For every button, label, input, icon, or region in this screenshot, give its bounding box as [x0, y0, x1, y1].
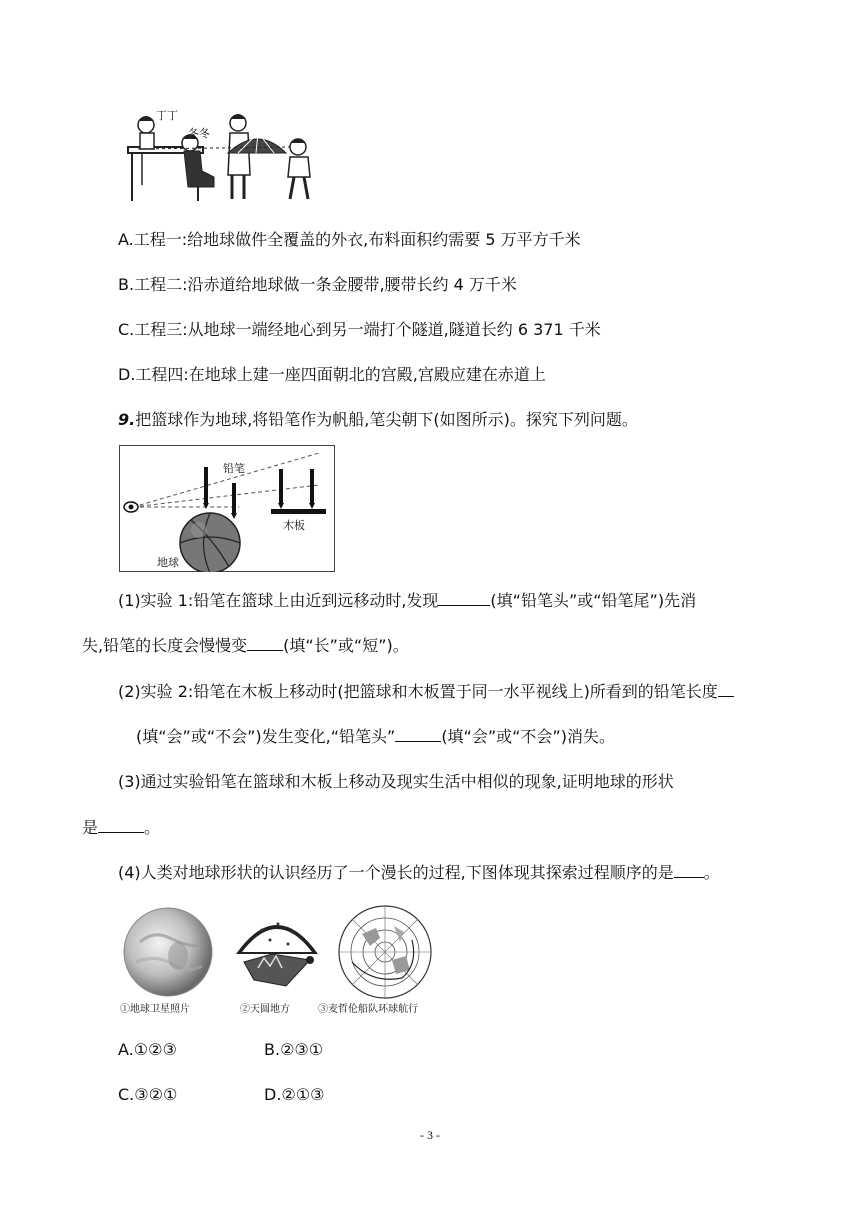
q9-part4-blank[interactable]	[674, 861, 704, 878]
q9-option-d: D.②①③	[264, 1085, 325, 1104]
q9-part1-text-c: 失,铅笔的长度会慢慢变	[82, 636, 248, 655]
q9-part1-text-d: (填“长”或“短”)。	[283, 636, 409, 655]
q9-part2-text-a: (2)实验 2:铅笔在木板上移动时(把篮球和木板置于同一水平视线上)所看到的铅笔长度	[118, 682, 718, 701]
q9-part1-text-b: (填“铅笔头”或“铅笔尾”)先消	[490, 591, 697, 610]
tianyuan-difang-image	[232, 908, 322, 996]
q9-part3-text-c: 。	[144, 818, 161, 837]
q9-option-a: A.①②③	[118, 1040, 177, 1059]
q9-part1-blank2[interactable]	[247, 634, 283, 651]
kids-illustration	[118, 105, 328, 205]
q9-part2-text-c: (填“会”或“不会”)消失。	[441, 727, 615, 746]
q9-part3-text-b: 是	[82, 818, 99, 837]
q9-part1-blank1[interactable]	[438, 589, 490, 606]
board-label: 木板	[283, 519, 305, 532]
q9-part2-text-b: (填“会”或“不会”)发生变化,“铅笔头”	[136, 727, 396, 746]
q9-part4-text-b: 。	[703, 863, 720, 882]
q9-part1-line1	[118, 589, 696, 612]
q8-option-c: C.工程三:从地球一端经地心到另一端打个隧道,隧道长约 6 371 千米	[118, 320, 601, 339]
caption-tianyuan: ②天圆地方	[240, 1004, 290, 1015]
page-number: - 3 -	[420, 1128, 440, 1142]
basketball-pencil-figure	[119, 445, 335, 572]
q9-part3-line2	[82, 816, 160, 839]
q9-part3-blank[interactable]	[98, 816, 144, 833]
caption-satellite: ①地球卫星照片	[120, 1004, 190, 1015]
q9-option-c: C.③②①	[118, 1085, 178, 1104]
q9-part1-line2	[82, 634, 409, 657]
q9-option-b: B.②③①	[264, 1040, 324, 1059]
label-dongdong: 冬冬	[188, 127, 210, 140]
label-dingding: 丁丁	[156, 109, 178, 122]
q9-part2-blank2[interactable]	[395, 725, 441, 742]
q8-option-a: A.工程一:给地球做件全覆盖的外衣,布料面积约需要 5 万平方千米	[118, 230, 581, 249]
q9-part4-text-a: (4)人类对地球形状的认识经历了一个漫长的过程,下图体现其探索过程顺序的是	[118, 863, 674, 882]
q9-part3-line1: (3)通过实验铅笔在篮球和木板上移动及现实生活中相似的现象,证明地球的形状	[118, 772, 674, 791]
q9-stem-text: 把篮球作为地球,将铅笔作为帆船,笔尖朝下(如图所示)。探究下列问题。	[135, 410, 638, 429]
q9-part4-line	[118, 861, 720, 884]
earth-label: 地球	[157, 556, 179, 569]
q9-part2-blank1[interactable]	[718, 680, 734, 697]
q9-part2-line2	[136, 725, 615, 748]
q9-part1-text-a: (1)实验 1:铅笔在篮球上由近到远移动时,发现	[118, 591, 439, 610]
caption-magellan: ③麦哲伦船队环球航行	[318, 1004, 418, 1015]
pencil-label: 铅笔	[223, 462, 245, 475]
q9-number: 9.	[118, 410, 136, 429]
magellan-voyage-map	[332, 904, 438, 1000]
q9-part2-line1	[118, 680, 734, 703]
q8-option-b: B.工程二:沿赤道给地球做一条金腰带,腰带长约 4 万千米	[118, 275, 517, 294]
earth-satellite-photo	[120, 906, 216, 998]
q9-stem	[118, 409, 638, 431]
q8-option-d: D.工程四:在地球上建一座四面朝北的宫殿,宫殿应建在赤道上	[118, 365, 546, 384]
